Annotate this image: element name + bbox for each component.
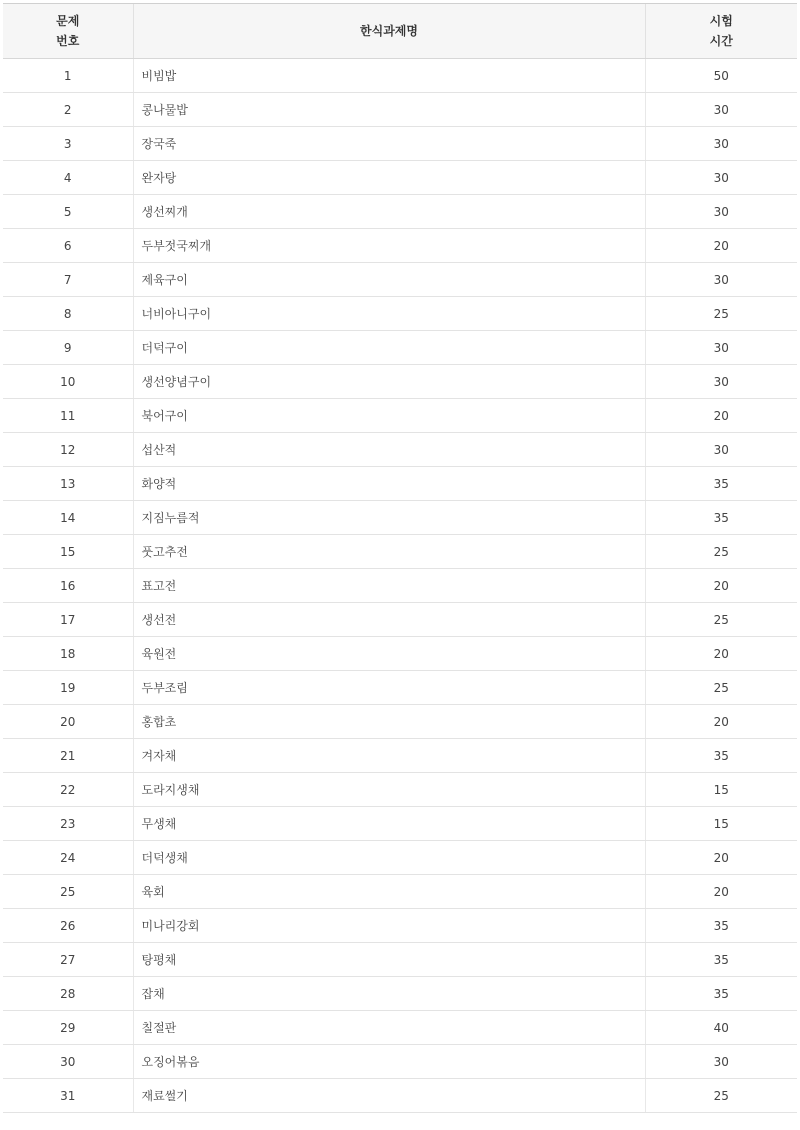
- cell-exam-time: 30: [645, 433, 797, 467]
- cell-problem-number: 24: [3, 841, 133, 875]
- cell-task-name: 북어구이: [133, 399, 645, 433]
- table-row: [3, 1045, 797, 1079]
- cell-exam-time: 25: [645, 1079, 797, 1113]
- cell-task-name: 섭산적: [133, 433, 645, 467]
- table-row: [3, 1011, 797, 1045]
- cell-problem-number: 27: [3, 943, 133, 977]
- cell-exam-time: 35: [645, 909, 797, 943]
- cell-task-name: 무생채: [133, 807, 645, 841]
- cell-exam-time: 25: [645, 603, 797, 637]
- table-row: [3, 263, 797, 297]
- table-row: [3, 535, 797, 569]
- table-row: [3, 161, 797, 195]
- cell-exam-time: 30: [645, 93, 797, 127]
- cell-problem-number: 1: [3, 59, 133, 93]
- table-row: [3, 195, 797, 229]
- cell-task-name: 두부조림: [133, 671, 645, 705]
- cell-exam-time: 35: [645, 943, 797, 977]
- table-row: [3, 467, 797, 501]
- cell-exam-time: 35: [645, 977, 797, 1011]
- cell-problem-number: 14: [3, 501, 133, 535]
- cell-task-name: 오징어볶음: [133, 1045, 645, 1079]
- cell-problem-number: 25: [3, 875, 133, 909]
- cell-exam-time: 30: [645, 127, 797, 161]
- cell-problem-number: 16: [3, 569, 133, 603]
- cell-exam-time: 20: [645, 841, 797, 875]
- cell-problem-number: 23: [3, 807, 133, 841]
- cell-task-name: 너비아니구이: [133, 297, 645, 331]
- cell-task-name: 미나리강회: [133, 909, 645, 943]
- cell-task-name: 홍합초: [133, 705, 645, 739]
- cell-problem-number: 3: [3, 127, 133, 161]
- cell-problem-number: 10: [3, 365, 133, 399]
- cell-task-name: 탕평채: [133, 943, 645, 977]
- cell-problem-number: 31: [3, 1079, 133, 1113]
- cell-problem-number: 18: [3, 637, 133, 671]
- cell-exam-time: 20: [645, 229, 797, 263]
- header-problem-number-line2: 번호: [56, 34, 80, 48]
- table-row: [3, 569, 797, 603]
- table-row: [3, 637, 797, 671]
- cell-exam-time: 30: [645, 331, 797, 365]
- cell-exam-time: 25: [645, 671, 797, 705]
- cell-problem-number: 5: [3, 195, 133, 229]
- korean-cuisine-exam-table: [3, 3, 797, 1113]
- cell-exam-time: 40: [645, 1011, 797, 1045]
- cell-exam-time: 35: [645, 467, 797, 501]
- cell-problem-number: 19: [3, 671, 133, 705]
- cell-exam-time: 20: [645, 569, 797, 603]
- table-row: [3, 875, 797, 909]
- cell-task-name: 표고전: [133, 569, 645, 603]
- cell-problem-number: 9: [3, 331, 133, 365]
- cell-exam-time: 20: [645, 399, 797, 433]
- cell-task-name: 재료썰기: [133, 1079, 645, 1113]
- cell-problem-number: 12: [3, 433, 133, 467]
- cell-task-name: 더덕생채: [133, 841, 645, 875]
- table-row: [3, 297, 797, 331]
- cell-problem-number: 28: [3, 977, 133, 1011]
- table-row: [3, 977, 797, 1011]
- cell-exam-time: 20: [645, 705, 797, 739]
- cell-task-name: 생선찌개: [133, 195, 645, 229]
- table-row: [3, 399, 797, 433]
- cell-task-name: 장국죽: [133, 127, 645, 161]
- cell-exam-time: 30: [645, 263, 797, 297]
- table-row: [3, 671, 797, 705]
- cell-problem-number: 6: [3, 229, 133, 263]
- cell-task-name: 풋고추전: [133, 535, 645, 569]
- cell-task-name: 겨자채: [133, 739, 645, 773]
- cell-exam-time: 25: [645, 297, 797, 331]
- cell-task-name: 도라지생채: [133, 773, 645, 807]
- cell-exam-time: 20: [645, 875, 797, 909]
- cell-problem-number: 21: [3, 739, 133, 773]
- cell-task-name: 칠절판: [133, 1011, 645, 1045]
- cell-exam-time: 30: [645, 1045, 797, 1079]
- header-row: [3, 4, 797, 59]
- cell-exam-time: 35: [645, 501, 797, 535]
- exam-table-container: [3, 3, 797, 1113]
- header-problem-number: [3, 4, 133, 59]
- cell-exam-time: 50: [645, 59, 797, 93]
- table-row: [3, 331, 797, 365]
- cell-problem-number: 17: [3, 603, 133, 637]
- cell-problem-number: 7: [3, 263, 133, 297]
- cell-problem-number: 15: [3, 535, 133, 569]
- table-row: [3, 229, 797, 263]
- table-row: [3, 739, 797, 773]
- cell-task-name: 생선양념구이: [133, 365, 645, 399]
- table-body: [3, 59, 797, 1113]
- cell-problem-number: 29: [3, 1011, 133, 1045]
- header-task-name: 한식과제명: [133, 4, 645, 59]
- cell-exam-time: 15: [645, 807, 797, 841]
- cell-exam-time: 30: [645, 161, 797, 195]
- cell-task-name: 육원전: [133, 637, 645, 671]
- cell-problem-number: 30: [3, 1045, 133, 1079]
- cell-task-name: 잡채: [133, 977, 645, 1011]
- table-row: [3, 603, 797, 637]
- header-exam-time: [645, 4, 797, 59]
- table-row: [3, 909, 797, 943]
- cell-exam-time: 30: [645, 195, 797, 229]
- cell-task-name: 더덕구이: [133, 331, 645, 365]
- cell-problem-number: 8: [3, 297, 133, 331]
- table-row: [3, 127, 797, 161]
- cell-problem-number: 22: [3, 773, 133, 807]
- header-exam-time-line2: 시간: [709, 34, 733, 48]
- cell-exam-time: 35: [645, 739, 797, 773]
- cell-exam-time: 20: [645, 637, 797, 671]
- cell-problem-number: 13: [3, 467, 133, 501]
- cell-task-name: 콩나물밥: [133, 93, 645, 127]
- table-row: [3, 841, 797, 875]
- cell-exam-time: 15: [645, 773, 797, 807]
- cell-task-name: 지짐누름적: [133, 501, 645, 535]
- table-row: [3, 59, 797, 93]
- cell-task-name: 비빔밥: [133, 59, 645, 93]
- cell-task-name: 육회: [133, 875, 645, 909]
- header-exam-time-line1: 시험: [709, 14, 733, 28]
- table-row: [3, 501, 797, 535]
- table-row: [3, 807, 797, 841]
- table-row: [3, 93, 797, 127]
- table-row: [3, 773, 797, 807]
- cell-task-name: 두부젓국찌개: [133, 229, 645, 263]
- table-row: [3, 943, 797, 977]
- cell-problem-number: 20: [3, 705, 133, 739]
- cell-exam-time: 30: [645, 365, 797, 399]
- cell-problem-number: 26: [3, 909, 133, 943]
- cell-problem-number: 2: [3, 93, 133, 127]
- table-row: [3, 433, 797, 467]
- cell-task-name: 완자탕: [133, 161, 645, 195]
- table-row: [3, 1079, 797, 1113]
- cell-task-name: 생선전: [133, 603, 645, 637]
- cell-task-name: 화양적: [133, 467, 645, 501]
- table-row: [3, 705, 797, 739]
- cell-problem-number: 11: [3, 399, 133, 433]
- cell-exam-time: 25: [645, 535, 797, 569]
- cell-problem-number: 4: [3, 161, 133, 195]
- header-problem-number-line1: 문제: [56, 14, 80, 28]
- table-header: [3, 4, 797, 59]
- cell-task-name: 제육구이: [133, 263, 645, 297]
- table-row: [3, 365, 797, 399]
